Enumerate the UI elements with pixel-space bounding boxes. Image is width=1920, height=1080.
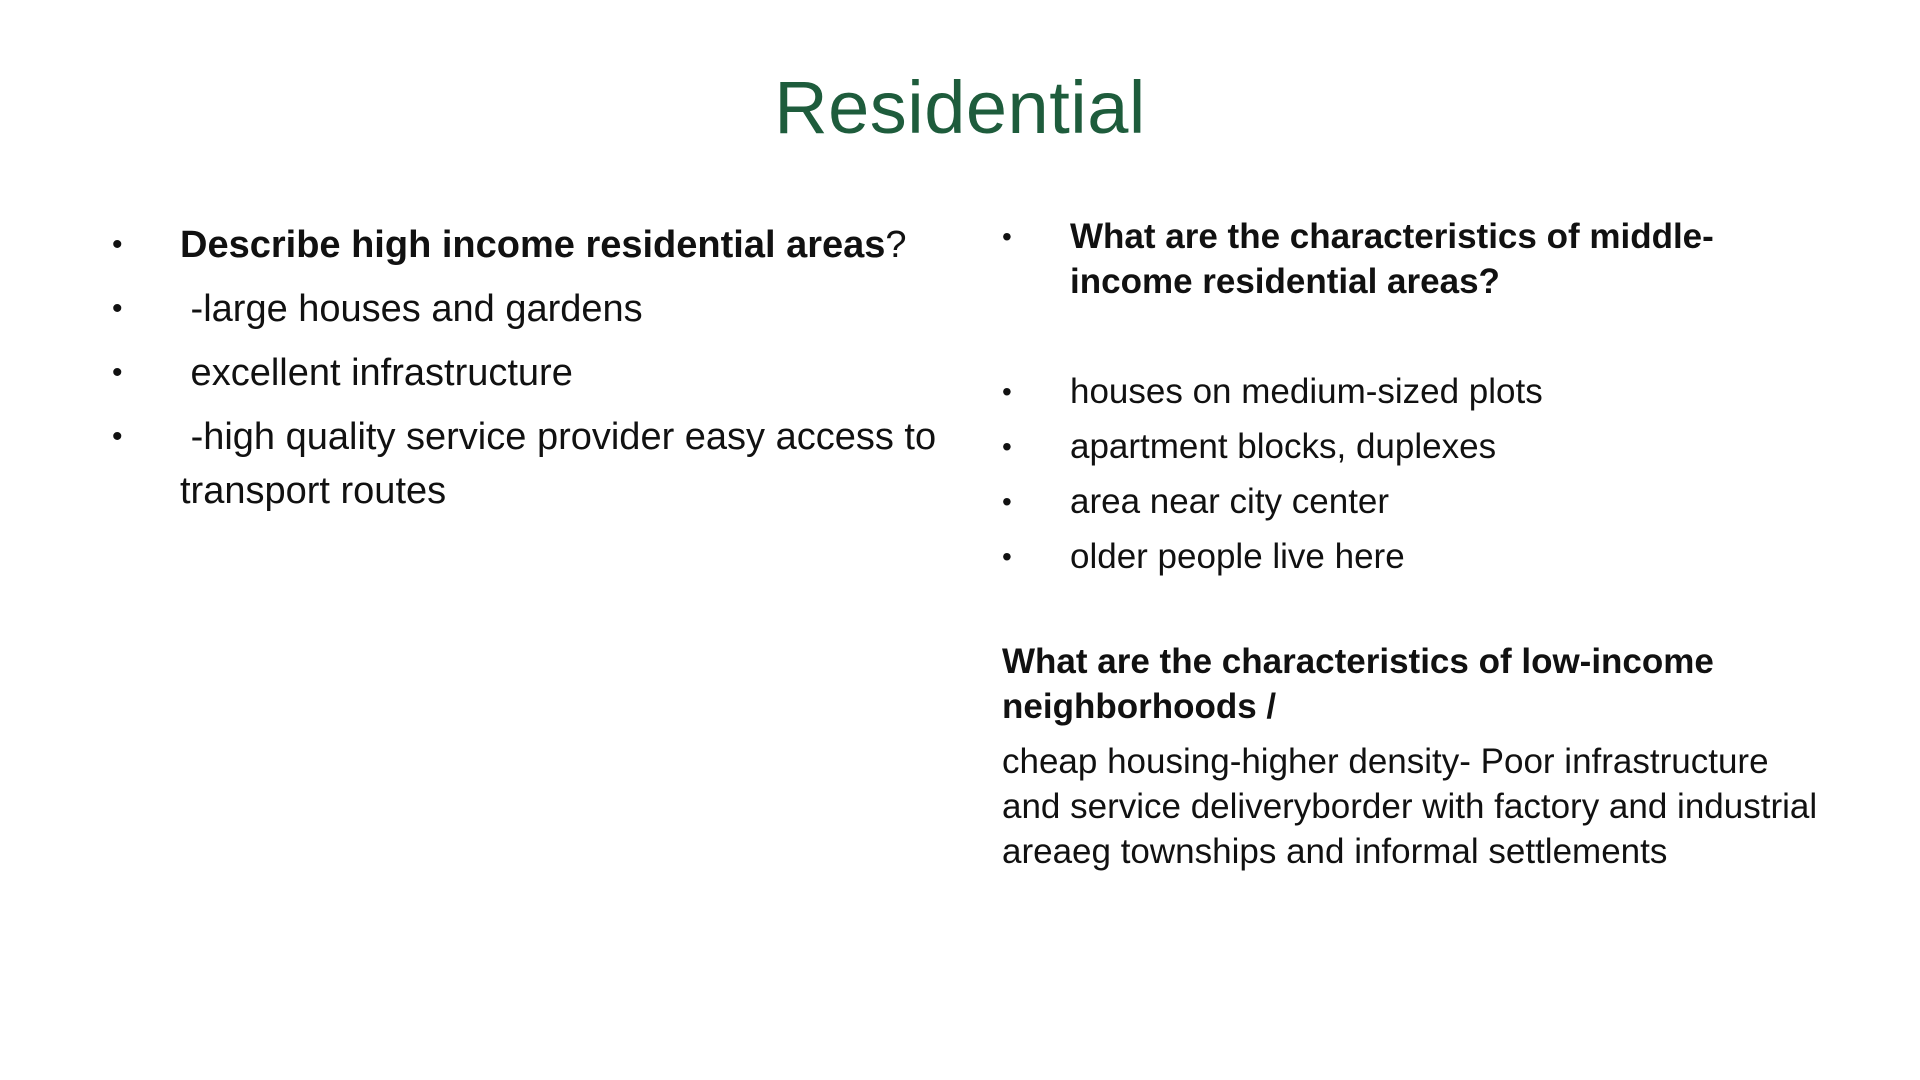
bullet-icon: • xyxy=(1002,486,1012,517)
question-mark: ? xyxy=(885,224,907,266)
list-item-text: houses on medium-sized plots xyxy=(1070,372,1543,411)
low-income-description: cheap housing-higher density- Poor infrastructure and service deliveryborder with factory and industrial areaeg townships and informal settlements xyxy=(1002,742,1818,871)
list-item-text: older people live here xyxy=(1070,537,1405,576)
bullet-icon: • xyxy=(1002,541,1012,572)
list-item xyxy=(1002,214,1822,304)
list-item-text: -high quality service provider easy access to transport routes xyxy=(180,416,947,512)
bullet-icon: • xyxy=(112,292,123,325)
bullet-icon: • xyxy=(112,228,123,261)
list-item xyxy=(112,410,947,518)
list-item xyxy=(1002,534,1822,579)
slide-title: Residential xyxy=(774,66,1146,149)
high-income-question: Describe high income residential areas xyxy=(180,224,886,266)
right-column xyxy=(1002,214,1822,874)
list-item xyxy=(112,346,942,400)
low-income-question: What are the characteristics of low-income neighborhoods / xyxy=(1002,642,1714,726)
list-item xyxy=(1002,369,1822,414)
bullet-icon: • xyxy=(1002,376,1012,407)
bullet-icon: • xyxy=(1002,221,1012,252)
bullet-icon: • xyxy=(112,356,123,389)
bullet-icon: • xyxy=(112,420,123,453)
high-income-list xyxy=(112,218,947,518)
middle-income-question: What are the characteristics of middle-income residential areas? xyxy=(1070,217,1714,301)
list-item xyxy=(112,218,942,272)
list-item-text: -large houses and gardens xyxy=(180,288,643,330)
bullet-icon: • xyxy=(1002,431,1012,462)
middle-income-list xyxy=(1002,369,1822,579)
left-column xyxy=(112,218,947,528)
list-item xyxy=(1002,424,1822,469)
list-item xyxy=(112,282,942,336)
list-item-text: apartment blocks, duplexes xyxy=(1070,427,1497,466)
list-item-text: area near city center xyxy=(1070,482,1390,521)
list-item-text: excellent infrastructure xyxy=(180,352,573,394)
list-item xyxy=(1002,479,1822,524)
middle-income-question-list xyxy=(1002,214,1822,304)
